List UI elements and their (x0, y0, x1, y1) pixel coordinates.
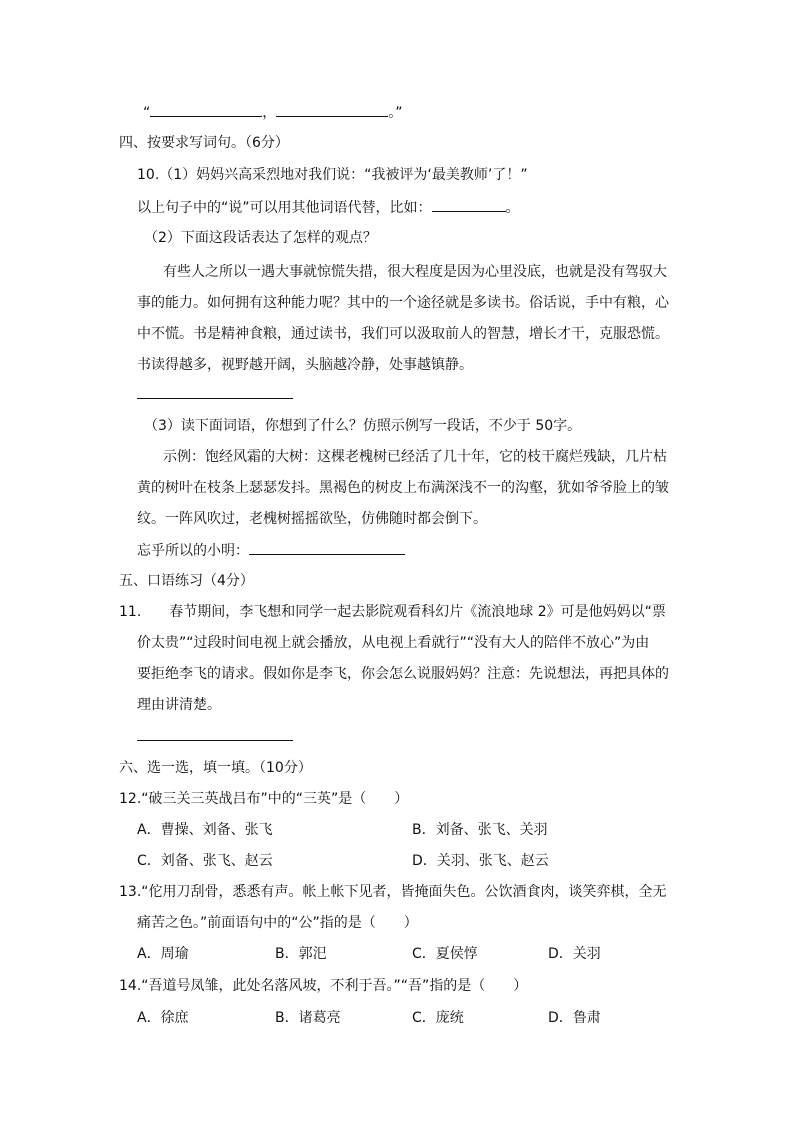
section-5-heading: 五、口语练习（4分） (119, 573, 254, 589)
q10-writing-blank[interactable] (249, 540, 405, 555)
section-4-heading: 四、按要求写词句。（6分） (119, 135, 289, 151)
q10-synonym-blank[interactable] (432, 197, 506, 212)
q10-part1-prompt: 以上句子中的“说”可以用其他词语代替，比如： (137, 200, 432, 216)
q14-option-c[interactable]: C．庞统 (412, 1010, 464, 1026)
q10-part1-period: 。 (505, 200, 520, 216)
q13-option-b[interactable]: B．郭汜 (275, 946, 327, 962)
q11-line-3: 要拒绝李飞的请求。假如你是李飞，你会怎么说服妈妈？注意：先说想法，再把具体的 (137, 666, 669, 682)
q14-option-d[interactable]: D．鲁肃 (548, 1010, 601, 1026)
q14-option-a[interactable]: A．徐庶 (137, 1010, 189, 1026)
q12-option-d[interactable]: D．关羽、张飞、赵云 (412, 853, 549, 869)
q10-passage-line-3: 中不慌。书是精神食粮，通过读书，我们可以汲取前人的智慧，增长才干，克服恐慌。 (137, 326, 669, 342)
q10-part1-line2 (137, 197, 520, 218)
q10-writing-prompt (137, 540, 405, 561)
q10-answer-line[interactable] (137, 398, 293, 399)
q10-part2: （2）下面这段话表达了怎样的观点？ (144, 230, 377, 246)
q13-option-a[interactable]: A．周瑜 (137, 946, 189, 962)
q10-passage-line-1: 有些人之所以一遇大事就惊慌失措，很大程度是因为心里没底，也就是没有驾驭大 (163, 264, 667, 280)
q10-part1: 10.（1）妈妈兴高采烈地对我们说：“我被评为‘最美教师’了！” (137, 167, 528, 183)
q13-option-c[interactable]: C．夏侯惇 (412, 946, 478, 962)
q9-comma: ， (262, 105, 277, 121)
q13-stem-line-1: 13.“佗用刀刮骨，悉悉有声。帐上帐下见者，皆掩面失色。公饮酒食肉，谈笑弈棋，全无 (119, 884, 667, 900)
q10-example-line-1: 示例：饱经风霜的大树：这棵老槐树已经活了几十年，它的枝干腐烂残缺，几片枯 (163, 449, 667, 465)
q10-passage-line-4: 书读得越多，视野越开阔，头脑越冷静，处事越镇静。 (137, 357, 473, 373)
q14-option-b[interactable]: B．诸葛亮 (275, 1010, 341, 1026)
q13-stem-line-2: 痛苦之色。”前面语句中的“公”指的是（ ） (137, 915, 418, 931)
q10-prompt-label: 忘乎所以的小明： (137, 543, 249, 559)
q9-open-quote: “ (143, 105, 151, 121)
q9-blank-1[interactable] (150, 102, 262, 117)
q13-option-d[interactable]: D．关羽 (548, 946, 601, 962)
q11-line-4: 理由讲清楚。 (137, 697, 221, 713)
q9-answer-line (143, 102, 403, 123)
q9-blank-2[interactable] (276, 102, 388, 117)
section-6-heading: 六、选一选，填一填。（10分） (119, 760, 312, 776)
q12-option-c[interactable]: C．刘备、张飞、赵云 (137, 853, 273, 869)
q14-stem: 14.“吾道号凤雏，此处名落风坡，不利于吾。”“吾”指的是（ ） (119, 978, 528, 994)
q10-example-line-2: 黄的树叶在枝条上瑟瑟发抖。黑褐色的树皮上布满深浅不一的沟壑，犹如爷爷脸上的皱 (137, 480, 669, 496)
q10-example-line-3: 纹。一阵风吹过，老槐树摇摇欲坠，仿佛随时都会倒下。 (137, 511, 487, 527)
q11-line-1: 11. 春节期间，李飞想和同学一起去影院观看科幻片《流浪地球 2》可是他妈妈以“票 (119, 604, 666, 620)
q10-passage-line-2: 事的能力。如何拥有这种能力呢？其中的一个途径就是多读书。俗话说，手中有粮，心 (137, 295, 669, 311)
q12-option-a[interactable]: A．曹操、刘备、张飞 (137, 822, 273, 838)
q10-part3: （3）读下面词语，你想到了什么？仿照示例写一段话，不少于 50字。 (144, 418, 582, 434)
q12-stem: 12.“破三关三英战吕布”中的“三英”是（ ） (119, 791, 409, 807)
q11-line-2: 价太贵”“过段时间电视上就会播放，从电视上看就行”“没有大人的陪伴不放心”为由 (137, 635, 650, 651)
q12-option-b[interactable]: B．刘备、张飞、关羽 (412, 822, 548, 838)
q9-close: 。” (388, 105, 403, 121)
q11-answer-line[interactable] (137, 740, 293, 741)
